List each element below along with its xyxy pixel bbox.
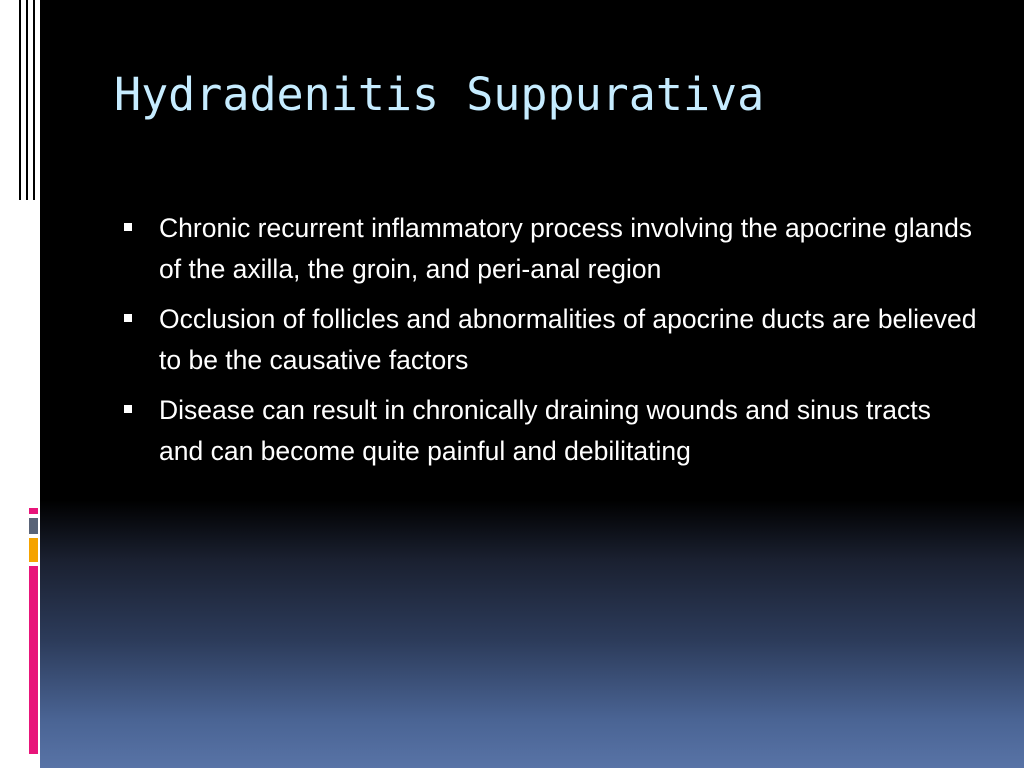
bullet-item [118, 390, 978, 472]
deco-line-3 [33, 0, 35, 200]
deco-line-2 [26, 0, 28, 200]
square-bullet-icon [124, 314, 132, 322]
deco-line-1 [19, 0, 21, 200]
left-decorative-bars [0, 0, 40, 768]
bullet-text: Chronic recurrent inflammatory process involving the apocrine glands of the axilla, the groin, and peri-anal region [159, 213, 973, 284]
deco-orange-block [29, 538, 38, 562]
deco-gray-block [29, 518, 38, 534]
bullet-item [118, 299, 978, 381]
deco-pink-long [29, 566, 38, 754]
bullet-item [118, 208, 978, 290]
deco-pink-small [29, 508, 38, 514]
bullet-list [118, 208, 978, 481]
bullet-text: Disease can result in chronically draining wounds and sinus tracts and can become quite painful and debilitating [159, 395, 931, 466]
slide-title: Hydradenitis Suppurativa [114, 68, 765, 121]
bullet-text: Occlusion of follicles and abnormalities of apocrine ducts are believed to be the causative factors [159, 304, 977, 375]
square-bullet-icon [124, 405, 132, 413]
square-bullet-icon [124, 223, 132, 231]
